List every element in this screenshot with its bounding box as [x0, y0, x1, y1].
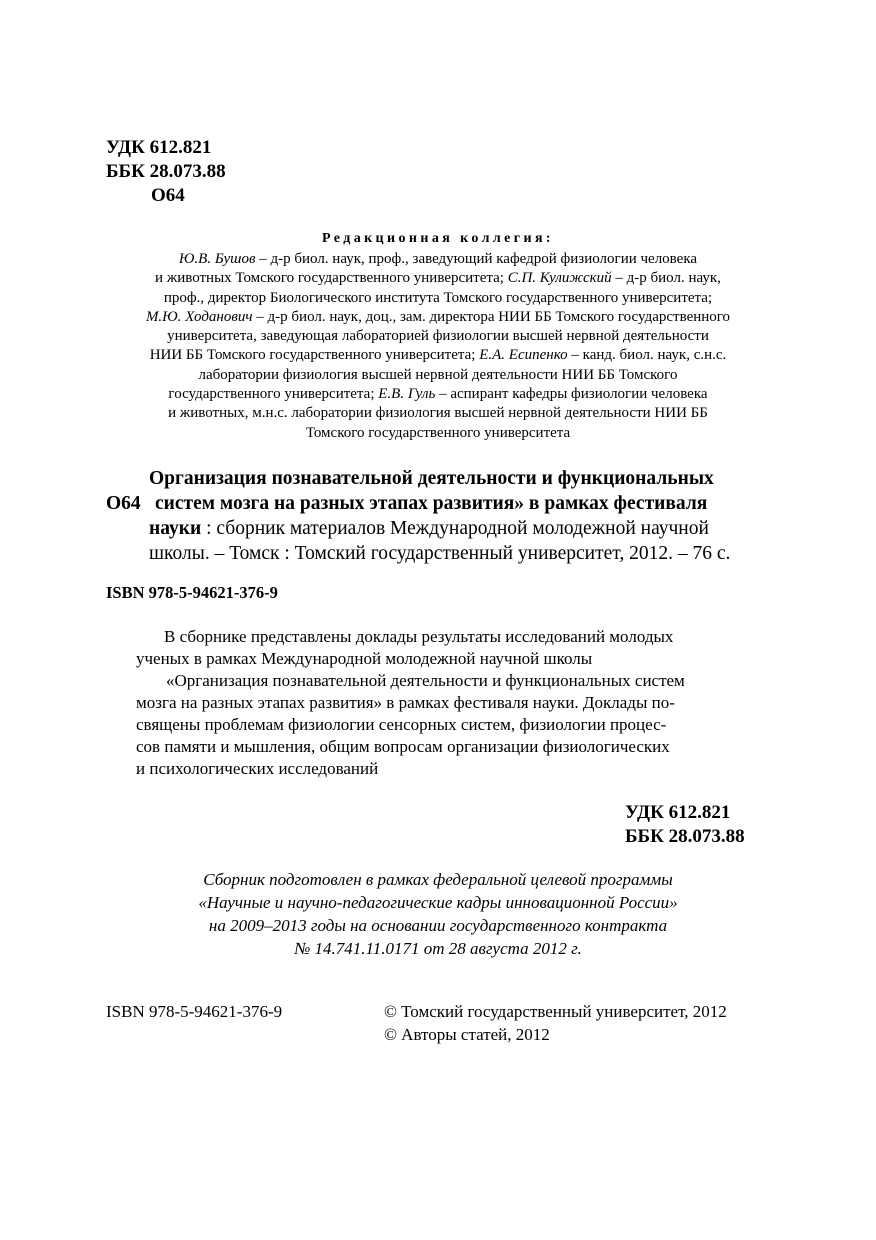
editorial-board-line [0, 327, 876, 346]
abstract-line-7: и психологических исследований [136, 759, 379, 778]
editorial-board-line [0, 250, 876, 269]
abstract-line-2: ученых в рамках Международной молодежной научной школы [136, 649, 593, 668]
abstract-line-4: мозга на разных этапах развития» в рамках фестиваля науки. Доклады по- [136, 693, 675, 712]
editorial-board-line [0, 366, 876, 385]
editorial-board-line [0, 308, 876, 327]
bib-line-3 [149, 516, 709, 541]
editor-name: Ю.В. Бушов [178, 251, 256, 267]
funding-note-line: Сборник подготовлен в рамках федеральной целевой программы [203, 870, 673, 889]
abstract-line-6: сов памяти и мышления, общим вопросам организации физиологических [136, 737, 670, 756]
editorial-board-line [0, 385, 876, 404]
abstract-line-5: священы проблемам физиологии сенсорных систем, физиологии процес- [136, 715, 667, 734]
editorial-board-line [0, 289, 876, 308]
funding-note-line: № 14.741.11.0171 от 28 августа 2012 г. [294, 939, 582, 958]
funding-note-line: «Научные и научно-педагогические кадры инновационной России» [198, 893, 678, 912]
editorial-board-line [0, 404, 876, 423]
editor-description: НИИ ББ Томского государственного университета; [149, 347, 480, 364]
bib-title-line-1: Организация познавательной деятельности и функциональных [149, 468, 714, 489]
bib-mark: О64 [106, 493, 141, 514]
editor-name: М.Ю. Ходанович [145, 308, 253, 325]
editor-name: Е.В. Гуль [378, 386, 436, 403]
editorial-board-title: Редакционная коллегия: [322, 231, 554, 246]
author-mark: О64 [151, 185, 185, 206]
footer-isbn: ISBN 978-5-94621-376-9 [106, 1002, 283, 1021]
editorial-board-line [0, 269, 876, 288]
isbn-label: ISBN 978-5-94621-376-9 [106, 583, 278, 602]
udk-code: УДК 612.821 [106, 137, 212, 158]
editor-description: Томского государственного университета [305, 424, 571, 441]
abstract-line-3: «Организация познавательной деятельности и функциональных систем [166, 671, 685, 690]
abstract-line-1: В сборнике представлены доклады результаты исследований молодых [164, 627, 674, 646]
bbk-code-right: ББК 28.073.88 [625, 826, 745, 847]
funding-note-line: на 2009–2013 годы на основании государственного контракта [208, 916, 668, 935]
editor-description: и животных Томского государственного университета; [155, 270, 508, 287]
bib-title-end: науки [149, 518, 202, 539]
copyright-authors: © Авторы статей, 2012 [384, 1025, 550, 1044]
funding-note [0, 868, 876, 960]
editor-description: – аспирант кафедры физиологии человека [435, 386, 708, 403]
bbk-code: ББК 28.073.88 [106, 161, 226, 182]
editor-description: государственного университета; [168, 386, 379, 403]
editor-description: и животных, м.н.с. лаборатории физиология высшей нервной деятельности НИИ ББ [168, 405, 708, 422]
editorial-board-line [0, 346, 876, 365]
editor-description: – д-р биол. наук, проф., заведующий кафедрой физиологии человека [255, 251, 698, 267]
editor-description: – д-р биол. наук, доц., зам. директора НИИ ББ Томского государственного [252, 308, 731, 325]
editor-description: лаборатории физиология высшей нервной деятельности НИИ ББ Томского [198, 366, 678, 383]
editor-description: университета, заведующая лабораторией физиологии высшей нервной деятельности [167, 328, 709, 345]
bib-imprint: школы. – Томск : Томский государственный университет, 2012. – 76 с. [149, 543, 731, 564]
editor-description: – канд. биол. наук, с.н.с. [567, 347, 727, 364]
editor-description: проф., директор Биологического института Томского государственного университета; [163, 289, 713, 306]
bib-title-line-2: систем мозга на разных этапах развития» в рамках фестиваля [155, 493, 708, 514]
editorial-board-line [0, 424, 876, 443]
copyright-university: © Томский государственный университет, 2012 [384, 1002, 727, 1021]
editor-description: – д-р биол. наук, [611, 270, 721, 287]
editorial-board-list [0, 250, 876, 443]
udk-code-right: УДК 612.821 [625, 802, 731, 823]
editor-name: С.П. Кулижский [507, 270, 612, 287]
bib-description: : сборник материалов Международной молодежной научной [201, 518, 709, 539]
editor-name: Е.А. Есипенко [479, 347, 568, 364]
